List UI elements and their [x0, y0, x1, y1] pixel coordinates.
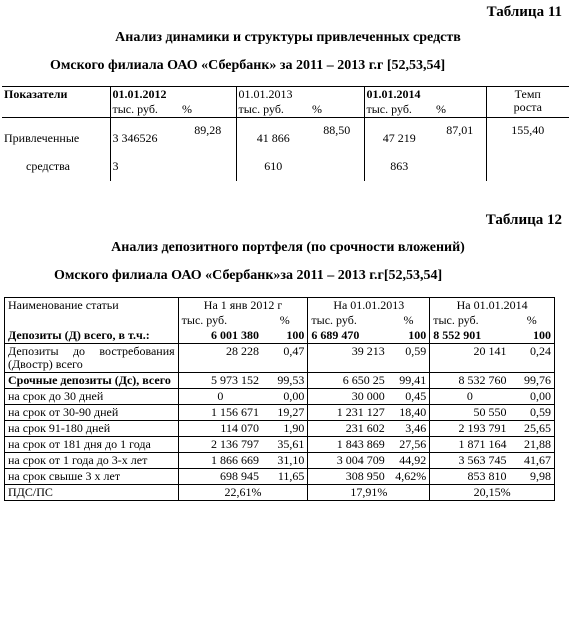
table11-header-pct1: % [182, 102, 192, 116]
table12-row-v2: 231 602 [308, 421, 388, 437]
table12-row-v3: 853 810 [430, 469, 510, 485]
table12-row [5, 405, 555, 421]
table12-row-p2: 3,46 [388, 421, 430, 437]
table11-row-v2 [236, 118, 310, 182]
table11-row-v2-l1: 41 866 [256, 131, 290, 145]
table12-row-p3: 100 [510, 328, 555, 344]
table12-row [5, 437, 555, 453]
table12-row-name: на срок 91-180 дней [5, 421, 179, 437]
table12-row-p2: 44,92 [388, 453, 430, 469]
table12-row-p2: 0,45 [388, 389, 430, 405]
table12-row-v2: 1 231 127 [308, 405, 388, 421]
table12-row-v2: 39 213 [308, 344, 388, 373]
table11-row-name-l2: средства [26, 159, 71, 173]
table12-row-p2: 99,41 [388, 373, 430, 389]
table12-row-name: на срок свыше 3 х лет [5, 469, 179, 485]
table12-row-p1: 19,27 [262, 405, 308, 421]
table12-header-date1: На 1 янв 2012 г [178, 298, 308, 314]
table12-row-p1: 0,00 [262, 389, 308, 405]
table12-row-v1: 1 866 669 [178, 453, 262, 469]
table12-row-p3: 99,76 [510, 373, 555, 389]
table11-row-v3 [364, 118, 434, 182]
table12-label: Таблица 12 [485, 212, 562, 228]
table12-row-name: Депозиты (Д) всего, в т.ч.: [5, 328, 179, 344]
table12-row-v2: 30 000 [308, 389, 388, 405]
table12-row-p3: 21,88 [510, 437, 555, 453]
table12-row-v2: 6 689 470 [308, 328, 388, 344]
table12-row-v3: 50 550 [430, 405, 510, 421]
table11-header-indicators: Показатели [4, 87, 68, 101]
table12-header-name: Наименование статьи [5, 298, 179, 314]
table11-row-name-l1: Привлеченные [4, 131, 80, 145]
table12-row [5, 344, 555, 373]
table12-header-date2: На 01.01.2013 [308, 298, 430, 314]
table12-row-v3: 3 563 745 [430, 453, 510, 469]
table12-row [5, 469, 555, 485]
table12-row-p1: 11,65 [262, 469, 308, 485]
table11-header-pct2: % [312, 102, 322, 116]
table11-header-date2: 01.01.2013 [236, 87, 364, 103]
table11-header-growth-l2: роста [513, 100, 542, 114]
table12-row-p2: 18,40 [388, 405, 430, 421]
table11-row-v1-l1: 3 346526 [112, 131, 158, 145]
table12-row-name: на срок до 30 дней [5, 389, 179, 405]
table12-row-p3: 9,98 [510, 469, 555, 485]
table12-footer-r2: 17,91% [308, 485, 430, 501]
table12-row-v2: 3 004 709 [308, 453, 388, 469]
table12-row-v3: 1 871 164 [430, 437, 510, 453]
table12-footer-r1: 22,61% [178, 485, 308, 501]
table12-header-pct2: % [388, 313, 430, 328]
table12-header-row1 [5, 298, 555, 314]
table11-header-unit2: тыс. руб. [236, 102, 310, 118]
table12-row [5, 373, 555, 389]
table12-row-name: Депозиты до востребования (Двостр) всего [5, 344, 179, 373]
table12-row-p3: 0,24 [510, 344, 555, 373]
table12-header-unit1: тыс. руб. [178, 313, 262, 328]
table12-row [5, 421, 555, 437]
table11-row-p3: 87,01 [446, 123, 474, 137]
table11-title-line2: Омского филиала ОАО «Сбербанк» за 2011 – 2013 г.г [52,53,54] [50, 58, 446, 73]
table12-row-p1: 0,47 [262, 344, 308, 373]
table11-row-name [2, 118, 110, 182]
table12-row-v3: 8 532 760 [430, 373, 510, 389]
table12-row-v1: 6 001 380 [178, 328, 262, 344]
table12-row-v1: 0 [178, 389, 262, 405]
table11-label: Таблица 11 [486, 4, 562, 20]
table12-row-p3: 0,00 [510, 389, 555, 405]
table12-row-v1: 28 228 [178, 344, 262, 373]
table12-row-v3: 0 [430, 389, 510, 405]
table12-row-name: Срочные депозиты (Дс), всего [5, 373, 179, 389]
table11 [2, 86, 569, 181]
table12-row [5, 389, 555, 405]
table11-title-line1: Анализ динамики и структуры привлеченных средств [115, 30, 461, 45]
table12-title-line1: Анализ депозитного портфеля (по срочности вложений) [111, 240, 465, 255]
table12-row-name: на срок от 181 дня до 1 года [5, 437, 179, 453]
table12-row-p2: 4,62% [388, 469, 430, 485]
table12-row-v1: 2 136 797 [178, 437, 262, 453]
table12-row-v1: 698 945 [178, 469, 262, 485]
table12-footer-name: ПДС/ПС [5, 485, 179, 501]
table12-header-row2 [5, 313, 555, 328]
table11-row-v3-l2: 863 [390, 159, 409, 173]
table12-row-v2: 6 650 25 [308, 373, 388, 389]
table11-header-growth-l1: Темп [514, 87, 541, 101]
table12-row-p1: 100 [262, 328, 308, 344]
table12-row-v3: 2 193 791 [430, 421, 510, 437]
table11-row [2, 118, 569, 182]
table11-header-pct3: % [436, 102, 446, 116]
table12-row-p3: 41,67 [510, 453, 555, 469]
table12-row-v3: 20 141 [430, 344, 510, 373]
table12-row-p1: 35,61 [262, 437, 308, 453]
table11-row-p2: 88,50 [323, 123, 351, 137]
table12-header-unit3: тыс. руб. [430, 313, 510, 328]
table12-row-p2: 100 [388, 328, 430, 344]
table11-header-date3: 01.01.2014 [364, 87, 486, 103]
table12-row-p1: 1,90 [262, 421, 308, 437]
table12-row-p3: 25,65 [510, 421, 555, 437]
table11-row-v1 [110, 118, 180, 182]
table11-row-growth: 155,40 [486, 118, 569, 182]
table11-header-date1: 01.01.2012 [110, 87, 236, 103]
table12-row-v1: 114 070 [178, 421, 262, 437]
table12-row-v2: 1 843 869 [308, 437, 388, 453]
table11-row-p1: 89,28 [194, 123, 222, 137]
table12-header-unit2: тыс. руб. [308, 313, 388, 328]
table11-row-v3-l1: 47 219 [382, 131, 416, 145]
table12-row-name: на срок от 30-90 дней [5, 405, 179, 421]
table12 [4, 297, 555, 501]
table12-header-pct1: % [262, 313, 308, 328]
table11-row-v1-l2: 3 [112, 159, 119, 173]
table12-row-p1: 99,53 [262, 373, 308, 389]
table12-row-v2: 308 950 [308, 469, 388, 485]
table11-row-v2-l2: 610 [264, 159, 283, 173]
table12-row-v3: 8 552 901 [430, 328, 510, 344]
table12-header-pct3: % [510, 313, 555, 328]
table12-title-line2: Омского филиала ОАО «Сбербанк»за 2011 – 2013 г.г[52,53,54] [54, 268, 443, 283]
table12-row-v1: 5 973 152 [178, 373, 262, 389]
table12-row-p2: 0,59 [388, 344, 430, 373]
table11-header-unit1: тыс. руб. [110, 102, 180, 118]
table12-row-name: на срок от 1 года до 3-х лет [5, 453, 179, 469]
table11-header-growth [486, 87, 569, 118]
table12-row-p3: 0,59 [510, 405, 555, 421]
table12-row-p2: 27,56 [388, 437, 430, 453]
table12-footer-row [5, 485, 555, 501]
table11-header-unit3: тыс. руб. [364, 102, 434, 118]
table12-row-p1: 31,10 [262, 453, 308, 469]
table12-header-date3: На 01.01.2014 [430, 298, 555, 314]
table12-row [5, 453, 555, 469]
table12-row [5, 328, 555, 344]
table12-row-v1: 1 156 671 [178, 405, 262, 421]
table12-footer-r3: 20,15% [430, 485, 555, 501]
